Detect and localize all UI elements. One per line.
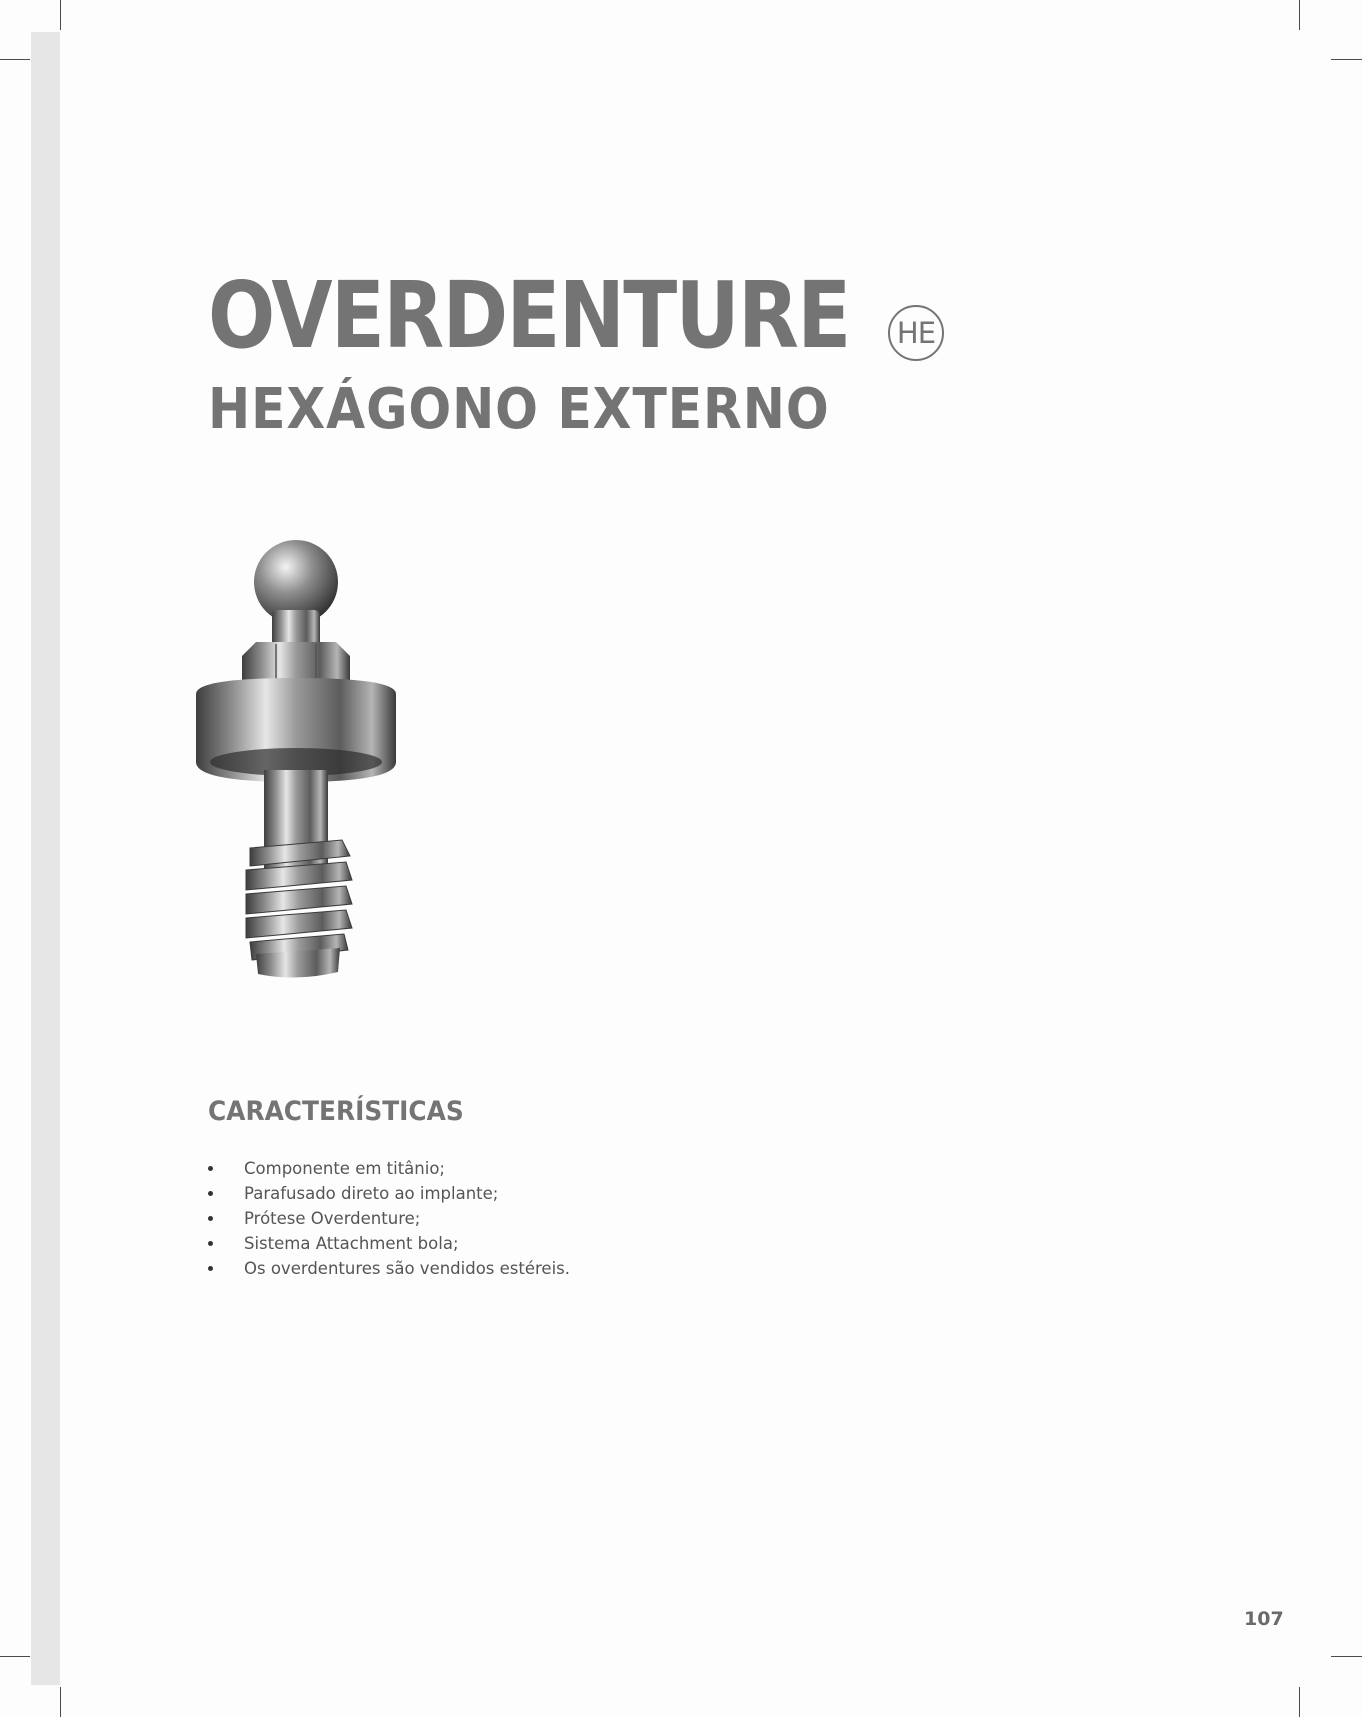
list-item: Parafusado direto ao implante;	[208, 1181, 570, 1206]
crop-mark	[1299, 0, 1300, 30]
crop-mark	[60, 1687, 61, 1717]
crop-mark	[60, 0, 61, 30]
features-list	[208, 1156, 570, 1281]
crop-mark	[1331, 59, 1362, 60]
he-badge: HE	[888, 305, 944, 361]
crop-mark	[0, 1656, 30, 1657]
crop-mark	[1299, 1687, 1300, 1717]
crop-mark	[0, 59, 30, 60]
list-item: Prótese Overdenture;	[208, 1206, 570, 1231]
ball-attachment-abutment-image	[190, 540, 410, 980]
crop-mark	[1331, 1656, 1362, 1657]
page-number: 107	[1244, 1608, 1284, 1630]
side-band	[31, 32, 60, 1685]
page-title: OVERDENTURE	[208, 262, 850, 369]
page-subtitle: HEXÁGONO EXTERNO	[208, 377, 830, 442]
list-item: Componente em titânio;	[208, 1156, 570, 1181]
section-heading: CARACTERÍSTICAS	[208, 1096, 464, 1127]
list-item: Os overdentures são vendidos estéreis.	[208, 1256, 570, 1281]
list-item: Sistema Attachment bola;	[208, 1231, 570, 1256]
